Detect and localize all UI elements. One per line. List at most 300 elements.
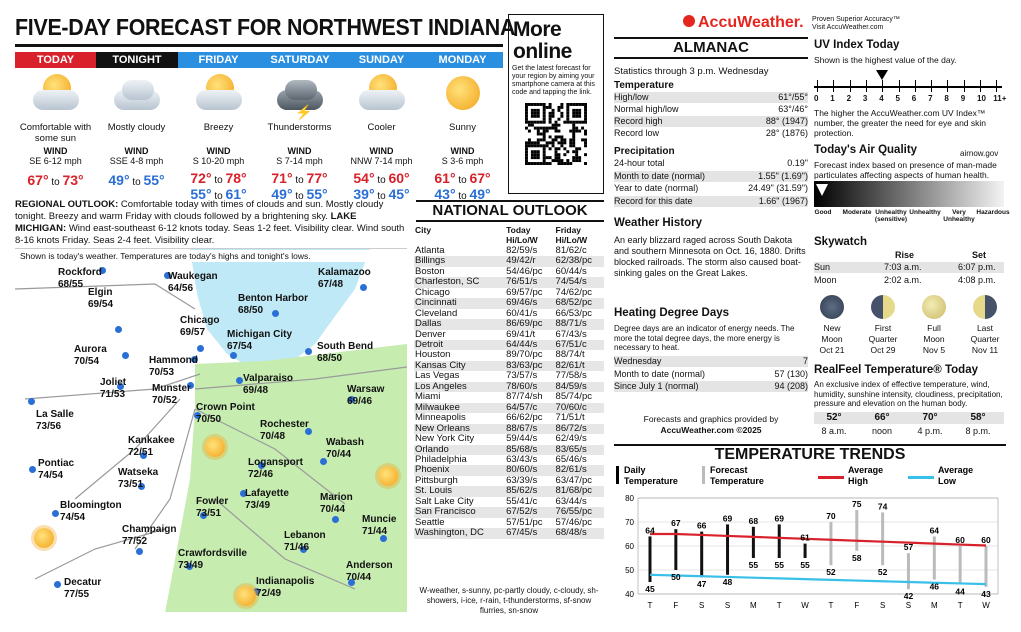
wind-label: WIND [124, 146, 149, 156]
almanac-title: ALMANAC [614, 37, 808, 59]
today-cell: 87/74/sh [506, 391, 543, 403]
wind-label: WIND [43, 146, 68, 156]
aq-marker [816, 184, 828, 196]
city-label[interactable] [362, 514, 396, 538]
friday-cell: 70/60/c [555, 403, 604, 413]
city-label[interactable] [248, 457, 303, 481]
low-data-label: 58 [852, 552, 862, 563]
legend-label-forecast-2: Temperature [710, 476, 764, 486]
accuweather-logo [683, 14, 804, 32]
uv-tick-label: 4 [879, 94, 884, 103]
city-temps: 68/50 [317, 353, 343, 364]
city-name: Watseka [118, 467, 159, 478]
city-name: Joliet [100, 377, 127, 388]
city-cell: Houston [415, 349, 451, 361]
city-name: Wabash [326, 437, 364, 448]
today-cell: 69/41/t [506, 328, 536, 340]
temp-low-night: 39° [353, 186, 375, 202]
day-condition: Comfortable with some sun [19, 122, 92, 144]
city-label[interactable] [88, 287, 113, 311]
sun-icon [422, 70, 503, 118]
row-label: Record for this date [614, 195, 693, 206]
city-name: South Bend [317, 341, 374, 352]
friday-cell: 63/47/pc [555, 474, 592, 486]
realfeel-value: 70° [922, 412, 938, 423]
city-temps: 70/44 [326, 449, 352, 460]
city-label[interactable] [284, 530, 326, 554]
temp-high: 71° [271, 170, 293, 186]
friday-cell: 77/58/s [555, 370, 587, 382]
low-data-label: 55 [774, 560, 784, 570]
city-name: Pontiac [38, 458, 75, 469]
x-tick-label: T [776, 601, 782, 610]
uv-tick-label: 3 [862, 94, 868, 103]
precipitation-label: Precipitation [614, 146, 675, 157]
lake-text: Wind east-southeast 6-12 knots today. Seas 1-2 feet. Visibility clear. Wind south 8-16 knots Friday. Seas 2-4 feet. Visibility clear. [15, 223, 405, 246]
cloudy-icon [96, 70, 177, 118]
city-temps: 74/54 [38, 470, 64, 481]
city-label[interactable] [196, 402, 255, 426]
city-cell: New York City [415, 433, 475, 445]
moon-phase-text: Quarter [868, 334, 898, 344]
temp-low-night: 49° [271, 186, 293, 202]
city-name: Aurora [74, 344, 107, 355]
row-label: Month to date (normal) [614, 170, 706, 181]
aq-level-label: Unhealthy (sensitive) [874, 209, 908, 223]
city-name: Michigan City [227, 329, 293, 340]
city-temps: 73/49 [245, 500, 271, 511]
low-data-label: 47 [696, 579, 707, 590]
legend-label-high-2: High [848, 476, 868, 486]
today-cell: 64/44/s [505, 340, 554, 350]
weather-history-text: An early blizzard raged across South Dakota and southern Minnesota on Oct. 16, 1880. Drifts blocked railroads. The storm also caused boat-sinking gales on the Great Lakes. [614, 235, 806, 278]
city-cell: Detroit [414, 340, 505, 350]
today-cell: 86/69/pc [505, 319, 554, 329]
city-label[interactable] [256, 576, 314, 600]
city-cell: Phoenix [414, 465, 505, 475]
realfeel-value: 66° [874, 412, 890, 423]
city-temps: 71/46 [284, 542, 310, 553]
city-temps: 70/54 [74, 356, 100, 367]
city-cell: Las Vegas [415, 370, 460, 382]
friday-cell: 62/38/pc [555, 256, 604, 266]
low-data-label: 45 [645, 584, 655, 594]
high-data-label: 57 [903, 542, 914, 553]
today-cell: 64/57/c [505, 403, 554, 413]
wind-value: SE 6-12 mph [29, 156, 82, 166]
col-friday-sub: Hi/Lo/W [555, 235, 588, 246]
air-quality-text: Forecast index based on presence of man-made particulates affecting aspects of human health. [814, 160, 997, 180]
hdd-text: Degree days are an indicator of energy needs. The more the total degree days, the more energy is necessary to heat. [614, 324, 795, 352]
friday-cell: 71/51/t [555, 412, 585, 424]
almanac-stats: Statistics through 3 p.m. Wednesday [614, 66, 769, 77]
uv-note: The higher the AccuWeather.com UV Index™ number, the greater the need for eye and skin protection. [814, 108, 987, 138]
city-name: Kalamazoo [318, 267, 371, 278]
city-label[interactable] [74, 344, 107, 368]
almanac-row [614, 369, 808, 380]
city-temps: 71/53 [100, 389, 126, 400]
high-data-label: 70 [826, 511, 836, 521]
day-column-4 [341, 70, 422, 202]
row-label: Since July 1 (normal) [614, 381, 699, 391]
sky-rise: 2:02 a.m. [884, 275, 922, 285]
x-tick-label: W [982, 601, 990, 610]
aq-level-label: Very Unhealthy [943, 209, 975, 223]
city-label[interactable] [152, 383, 191, 407]
city-name: Marion [320, 492, 353, 503]
page-title: FIVE-DAY FORECAST FOR NORTHWEST INDIANA [15, 14, 516, 40]
today-cell: 60/41/s [506, 307, 538, 319]
city-name: Valparaiso [243, 373, 294, 384]
full-moon-icon [922, 295, 946, 319]
x-tick-label: F [673, 601, 679, 610]
friday-cell: 88/74/t [555, 349, 585, 361]
map-sun-icon [378, 466, 398, 486]
city-label[interactable] [168, 271, 218, 295]
temp-sep: to [292, 191, 307, 202]
city-temps: 69/46 [347, 396, 373, 407]
city-dot [115, 326, 122, 333]
high-data-label: 69 [774, 513, 784, 524]
national-outlook-title: NATIONAL OUTLOOK [416, 200, 604, 222]
daily-range-bar [778, 524, 781, 558]
uv-tick-label: 0 [814, 94, 819, 103]
city-temps: 70/52 [152, 395, 178, 406]
city-cell: Miami [415, 391, 441, 403]
col-city-header: City [415, 225, 432, 235]
forecast-range-bar [959, 546, 962, 584]
city-dot [197, 345, 204, 352]
friday-cell: 81/62/c [555, 244, 587, 256]
city-cell: San Francisco [414, 507, 505, 517]
city-cell: Dallas [414, 319, 505, 329]
title-rule [15, 44, 503, 47]
y-tick-label: 70 [625, 518, 634, 527]
uv-tick-label: 10 [977, 94, 986, 103]
row-value: 1.66" (1967) [758, 195, 808, 206]
legend-label-forecast: Forecast [710, 465, 748, 475]
realfeel-value: 52° [826, 412, 842, 423]
city-temps: 72/46 [248, 469, 274, 480]
low-data-label: 46 [929, 581, 940, 592]
city-label[interactable] [227, 329, 292, 353]
today-cell: 76/51/s [505, 277, 554, 287]
uv-tick-label: 8 [944, 94, 949, 103]
col-today-sub: Hi/Lo/W [506, 235, 538, 246]
legend-label-daily: Daily [624, 465, 646, 475]
city-label[interactable] [245, 488, 289, 512]
city-label[interactable] [60, 500, 122, 524]
day-temperature [422, 170, 503, 186]
city-temps: 68/55 [58, 279, 84, 290]
today-cell: 54/46/pc [506, 265, 543, 277]
table-row [414, 319, 604, 329]
almanac-row [614, 158, 808, 169]
almanac-row [614, 92, 808, 103]
wind-label: WIND [287, 146, 312, 156]
partly-sunny-icon [15, 70, 96, 118]
daily-range-bar [804, 544, 807, 558]
y-tick-label: 80 [625, 494, 634, 503]
daily-range-bar [700, 532, 703, 578]
moon-phase-text: Nov 11 [971, 345, 999, 355]
uv-tick-label: 6 [911, 94, 917, 103]
city-label[interactable] [238, 293, 308, 317]
today-cell: 57/51/pc [506, 516, 543, 528]
friday-cell: 88/71/s [555, 319, 604, 329]
low-data-label: 52 [826, 567, 836, 578]
high-data-label: 66 [696, 520, 707, 531]
realfeel-value: 58° [970, 412, 986, 423]
wind-value: S 3-6 mph [441, 156, 484, 166]
uv-tick-label: 11+ [993, 94, 1007, 103]
city-name: Logansport [248, 457, 303, 468]
today-cell: 63/39/s [506, 474, 538, 486]
almanac-row [614, 104, 808, 115]
sky-set: 6:07 p.m. [958, 262, 996, 272]
day-temperature [178, 170, 259, 186]
aq-level-label: Hazardous [976, 209, 1010, 216]
city-temps: 71/44 [362, 526, 388, 537]
high-data-label: 74 [877, 501, 888, 512]
friday-cell: 63/44/s [555, 495, 587, 507]
high-data-label: 75 [852, 499, 862, 509]
moon-phase-text: Last [976, 323, 994, 333]
city-label[interactable] [326, 437, 364, 461]
city-label[interactable] [64, 577, 101, 601]
city-dot [305, 348, 312, 355]
city-label[interactable] [122, 524, 176, 548]
temp-sep: to [455, 191, 470, 202]
row-value: 94 (208) [774, 381, 808, 391]
table-row [414, 434, 604, 444]
city-label[interactable] [318, 267, 371, 291]
uv-title: UV Index Today [814, 39, 900, 51]
city-cell: Pittsburgh [415, 474, 458, 486]
city-name: Chicago [180, 315, 220, 326]
city-name: Champaign [122, 524, 177, 535]
city-label[interactable] [243, 373, 293, 397]
city-temps: 70/44 [346, 572, 372, 583]
city-label[interactable] [196, 496, 228, 520]
city-label[interactable] [180, 315, 219, 339]
uv-marker [876, 70, 888, 80]
today-cell: 73/57/s [506, 370, 538, 382]
city-label[interactable] [317, 341, 373, 365]
sky-body: Moon [814, 275, 837, 285]
x-tick-label: T [828, 601, 834, 610]
x-tick-label: M [930, 601, 938, 610]
city-label[interactable] [178, 548, 247, 572]
city-label[interactable] [346, 560, 393, 584]
realfeel-time: 4 p.m. [917, 426, 943, 436]
city-name: Kankakee [128, 435, 175, 446]
temp-low: 78° [225, 170, 247, 186]
more-online-box [508, 14, 604, 194]
x-tick-label: T [647, 601, 653, 610]
today-cell: 85/62/s [505, 486, 554, 496]
tagline-1: Proven Superior Accuracy™ [812, 16, 900, 23]
city-name: Waukegan [168, 271, 218, 282]
city-temps: 67/48 [318, 279, 344, 290]
x-tick-label: M [750, 601, 757, 610]
legend-label-daily-2: Temperature [624, 476, 678, 486]
city-label[interactable] [320, 492, 353, 516]
day-condition: Breezy [203, 122, 234, 133]
city-temps: 77/55 [64, 589, 90, 600]
legend-swatch-daily [616, 466, 619, 484]
accuweather-logo-text: AccuWeather. [698, 14, 804, 31]
almanac-row [614, 171, 808, 182]
almanac-row [614, 116, 808, 127]
city-cell: Boston [415, 265, 445, 277]
today-cell: 59/44/s [506, 433, 538, 445]
city-label[interactable] [36, 409, 74, 433]
x-tick-label: S [879, 601, 886, 610]
city-label[interactable] [128, 435, 175, 459]
wind-value: S 10-20 mph [192, 156, 245, 166]
today-cell: 88/67/s [505, 424, 554, 434]
high-data-label: 60 [981, 535, 991, 545]
qr-code[interactable] [525, 103, 587, 165]
high-data-label: 68 [748, 515, 759, 526]
day-header-5: MONDAY [422, 52, 503, 68]
today-cell: 85/68/s [505, 445, 554, 455]
uv-tick-label: 5 [895, 94, 900, 103]
accuweather-tagline [812, 16, 900, 32]
city-label[interactable] [149, 355, 198, 379]
city-temps: 69/48 [243, 385, 269, 396]
city-label[interactable] [347, 384, 384, 408]
legend-swatch-low [908, 476, 934, 479]
city-cell: Milwaukee [414, 403, 505, 413]
city-dot [29, 466, 36, 473]
day-temperature [259, 170, 340, 186]
row-value: 24.49" (31.59") [748, 183, 808, 193]
row-value: 63°/46° [778, 104, 808, 114]
temp-sep: to [48, 177, 63, 188]
city-name: Elgin [88, 287, 113, 298]
city-cell: Atlanta [415, 244, 445, 256]
realfeel-text: An exclusive index of effective temperature, wind, humidity, sunshine intensity, cloudiness, precipitation, pressure and elevation on the human body. [814, 380, 1003, 408]
aq-level-label: Unhealthy [909, 209, 941, 216]
moon-phase-text: Moon [821, 334, 843, 344]
low-data-label: 48 [722, 576, 733, 587]
temp-sep: to [374, 175, 389, 186]
row-label: Year to date (normal) [614, 183, 699, 193]
day-column-2 [178, 70, 259, 202]
sky-rise: 7:03 a.m. [884, 262, 922, 272]
friday-cell: 84/59/s [555, 382, 604, 392]
day-header-0: TODAY [15, 52, 96, 68]
city-dot [54, 581, 61, 588]
map-sun-icon [205, 437, 225, 457]
friday-cell: 60/44/s [555, 265, 587, 277]
map-sun-icon [236, 586, 256, 606]
realfeel-time: 8 p.m. [965, 426, 991, 436]
temp-high-night: 45° [388, 186, 410, 202]
temp-sep: to [211, 175, 226, 186]
high-data-label: 61 [800, 532, 810, 543]
city-cell: Seattle [415, 516, 445, 528]
city-temps: 72/49 [256, 588, 282, 599]
map-note: Shown is today's weather. Temperatures are today's highs and tonight's lows. [18, 250, 376, 262]
row-value: 7 [802, 356, 808, 366]
city-cell: Kansas City [414, 361, 505, 371]
row-value: 57 (130) [774, 368, 808, 379]
city-cell: Chicago [415, 286, 450, 298]
realfeel-title: RealFeel Temperature® Today [814, 364, 978, 376]
city-temps: 69/57 [180, 327, 206, 338]
city-label[interactable] [260, 419, 309, 443]
city-dot [230, 352, 237, 359]
city-cell: Salt Lake City [415, 495, 474, 507]
temp-low: 77° [306, 170, 328, 186]
temp-sep: to [292, 175, 307, 186]
row-value: 61°/55° [778, 92, 808, 102]
moon-phase-text: First [874, 323, 892, 333]
city-temps: 77/52 [122, 536, 148, 547]
wind-value: SSE 4-8 mph [109, 156, 164, 166]
day-column-3 [259, 70, 340, 202]
city-name: Fowler [196, 496, 229, 507]
air-quality-title: Today's Air Quality [814, 144, 918, 156]
aq-level-label: Moderate [842, 209, 872, 216]
city-temps: 70/48 [260, 431, 286, 442]
city-name: Lebanon [284, 530, 326, 541]
city-cell: Philadelphia [415, 453, 467, 465]
row-label: Normal high/low [614, 104, 679, 114]
friday-cell: 57/46/pc [555, 516, 592, 528]
city-label[interactable] [100, 377, 126, 401]
low-data-label: 44 [955, 586, 965, 597]
city-temps: 70/50 [196, 414, 222, 425]
forecast-range-bar [907, 553, 910, 589]
city-cell: Orlando [414, 445, 505, 455]
day-condition: Cooler [367, 122, 396, 133]
x-tick-label: T [957, 601, 963, 610]
wind-label: WIND [369, 146, 394, 156]
temp-high: 72° [190, 170, 212, 186]
city-name: Bloomington [60, 500, 122, 511]
regional-outlook [15, 199, 410, 247]
city-label[interactable] [38, 458, 74, 482]
last-quarter-icon [973, 295, 997, 319]
row-label: Wednesday [614, 356, 662, 366]
row-label: High/low [614, 92, 649, 102]
today-cell: 89/70/pc [506, 349, 543, 361]
city-cell: Denver [415, 328, 446, 340]
temperature-label: Temperature [614, 80, 674, 91]
day-temperature [96, 172, 177, 188]
x-tick-label: F [854, 601, 860, 610]
table-row [414, 528, 604, 538]
uv-tick-label: 2 [846, 94, 852, 103]
today-cell: 66/62/pc [506, 412, 543, 424]
temp-high: 54° [353, 170, 375, 186]
aq-level-label: Good [814, 209, 832, 216]
day-condition: Mostly cloudy [107, 122, 166, 133]
day-header-2: FRIDAY [178, 52, 259, 68]
friday-cell: 67/43/s [555, 328, 587, 340]
almanac-row [614, 356, 808, 367]
forecast-range-bar [855, 510, 858, 551]
moon-phase-text: Nov 5 [922, 345, 946, 355]
friday-cell: 81/68/pc [555, 486, 604, 496]
friday-cell: 68/52/pc [555, 298, 604, 308]
city-label[interactable] [118, 467, 158, 491]
legend-swatch-forecast [702, 466, 705, 484]
